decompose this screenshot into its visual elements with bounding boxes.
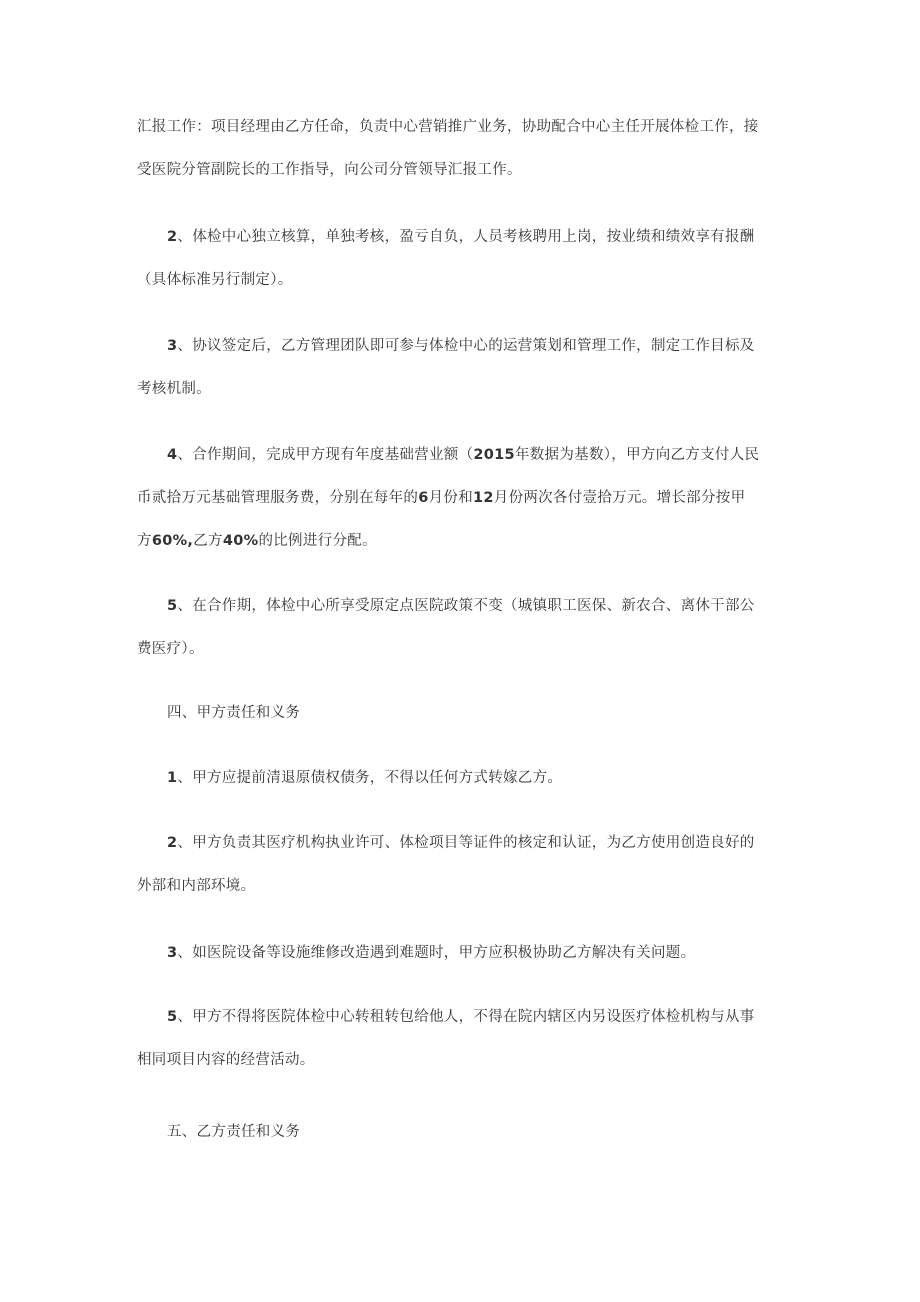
text-line — [137, 585, 787, 628]
clause-number: 4 — [167, 447, 178, 463]
section-heading-4 — [137, 692, 787, 735]
clause-text: 、体检中心独立核算，单独考核，盈亏自负，人员考核聘用上岗，按业绩和绩效享有报酬 — [177, 229, 755, 245]
clause-number: 5 — [167, 1009, 178, 1025]
text-line — [137, 325, 787, 368]
section-heading-5 — [137, 1111, 787, 1154]
section4-clause-1 — [137, 757, 787, 800]
clause-number: 3 — [167, 338, 178, 354]
percent-value: 40% — [222, 533, 259, 549]
clause-4 — [137, 434, 787, 563]
clause-2 — [137, 216, 787, 302]
text-line: 外部和内部环境。 — [137, 878, 256, 894]
percent-value: 60%, — [151, 533, 194, 549]
clause-text: 、协议签定后，乙方管理团队即可参与体检中心的运营策划和管理工作，制定工作目标及 — [177, 338, 755, 354]
section4-clause-5 — [137, 996, 787, 1082]
clause-text: 方 — [137, 533, 152, 549]
clause-number: 2 — [167, 229, 178, 245]
year-number: 2015 — [473, 447, 515, 463]
text-line — [137, 520, 787, 563]
clause-text: 币贰拾万元基础管理服务费，分别在每年的 — [137, 490, 419, 506]
section4-clause-2 — [137, 822, 787, 908]
clause-text: 、如医院设备等设施维修改造遇到难题时，甲方应积极协助乙方解决有关问题。 — [177, 945, 696, 961]
clause-3 — [137, 325, 787, 411]
text-line — [137, 757, 787, 800]
text-line — [137, 216, 787, 259]
section-title: 五、乙方责任和义务 — [167, 1124, 301, 1140]
text-line — [137, 477, 787, 520]
text-line — [137, 932, 787, 975]
clause-number: 1 — [167, 770, 178, 786]
text-line: 考核机制。 — [137, 381, 211, 397]
clause-text: 年数据为基数），甲方向乙方支付人民 — [514, 447, 760, 463]
clause-number: 5 — [167, 598, 178, 614]
month-number: 6 — [418, 490, 429, 506]
clause-text: 、甲方不得将医院体检中心转租转包给他人，不得在院内辖区内另设医疗体检机构与从事 — [177, 1009, 755, 1025]
text-line — [137, 996, 787, 1039]
clause-text: 的比例进行分配。 — [258, 533, 377, 549]
clause-text: 、甲方应提前清退原债权债务，不得以任何方式转嫁乙方。 — [177, 770, 563, 786]
clause-text: 、在合作期，体检中心所享受原定点医院政策不变（城镇职工医保、新农合、离休干部公 — [177, 598, 755, 614]
clause-text: 、甲方负责其医疗机构执业许可、体检项目等证件的核定和认证，为乙方使用创造良好的 — [177, 835, 755, 851]
section-title: 四、甲方责任和义务 — [167, 705, 301, 721]
paragraph-continuation — [137, 106, 787, 192]
text-line: 相同项目内容的经营活动。 — [137, 1052, 315, 1068]
text-line: 费医疗）。 — [137, 641, 204, 657]
clause-number: 2 — [167, 835, 178, 851]
clause-text: 乙方 — [193, 533, 223, 549]
text-line — [137, 434, 787, 477]
clause-5 — [137, 585, 787, 671]
text-line: （具体标准另行制定）。 — [137, 272, 293, 288]
clause-text: 月份两次各付壹拾万元。增长部分按甲 — [493, 490, 746, 506]
clause-number: 3 — [167, 945, 178, 961]
text-line — [137, 822, 787, 865]
clause-text: 月份和 — [428, 490, 473, 506]
text-line: 汇报工作：项目经理由乙方任命，负责中心营销推广业务，协助配合中心主任开展体检工作，接 — [137, 119, 759, 135]
month-number: 12 — [473, 490, 494, 506]
section4-clause-3 — [137, 932, 787, 975]
clause-text: 、合作期间，完成甲方现有年度基础营业额（ — [177, 447, 474, 463]
text-line: 受医院分管副院长的工作指导，向公司分管领导汇报工作。 — [137, 162, 522, 178]
